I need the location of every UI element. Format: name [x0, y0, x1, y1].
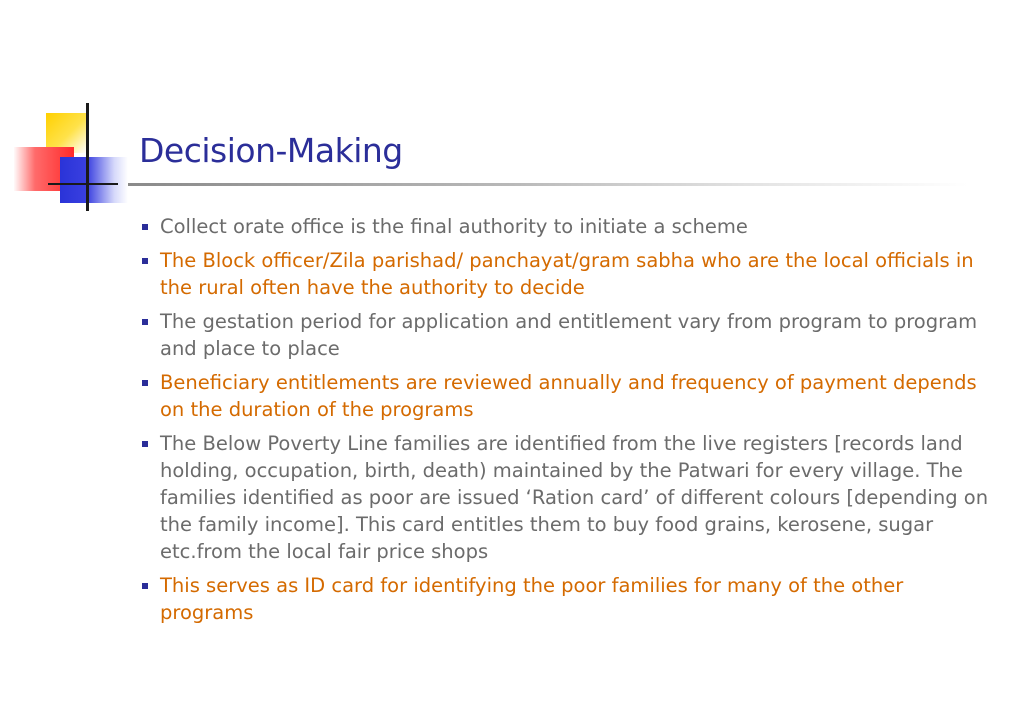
horizontal-line-decoration — [48, 183, 118, 185]
bullet-item — [142, 369, 1002, 423]
bullet-list — [142, 213, 1002, 633]
bullet-item — [142, 572, 1002, 626]
vertical-line-decoration — [86, 103, 89, 211]
bullet-item — [142, 213, 1002, 240]
bullet-text: Collect orate office is the final authority to initiate a scheme — [160, 215, 748, 238]
square-bullet-icon — [142, 319, 148, 325]
bullet-item — [142, 247, 1002, 301]
square-bullet-icon — [142, 258, 148, 264]
square-bullet-icon — [142, 224, 148, 230]
bullet-text: The gestation period for application and entitlement vary from program to program and place to place — [160, 310, 978, 360]
square-bullet-icon — [142, 583, 148, 589]
bullet-item — [142, 430, 1002, 565]
decorative-logo — [0, 0, 140, 220]
title-underline — [128, 183, 968, 186]
square-bullet-icon — [142, 380, 148, 386]
bullet-text: The Block officer/Zila parishad/ panchayat/gram sabha who are the local officials in the rural often have the authority to decide — [160, 249, 974, 299]
square-bullet-icon — [142, 441, 148, 447]
bullet-text: The Below Poverty Line families are identified from the live registers [records land holding, occupation, birth, death) maintained by the Patwari for every village. The families identified as poor are issued ‘Ration card’ of different colours [depending on the family income]. This card entitles them to buy food grains, kerosene, sugar etc.from the local fair price shops — [160, 432, 989, 563]
slide-title: Decision-Making — [139, 131, 403, 170]
bullet-item — [142, 308, 1002, 362]
bullet-text: This serves as ID card for identifying the poor families for many of the other programs — [160, 574, 904, 624]
bullet-text: Beneficiary entitlements are reviewed annually and frequency of payment depends on the duration of the programs — [160, 371, 977, 421]
blue-square-decoration — [60, 157, 128, 203]
